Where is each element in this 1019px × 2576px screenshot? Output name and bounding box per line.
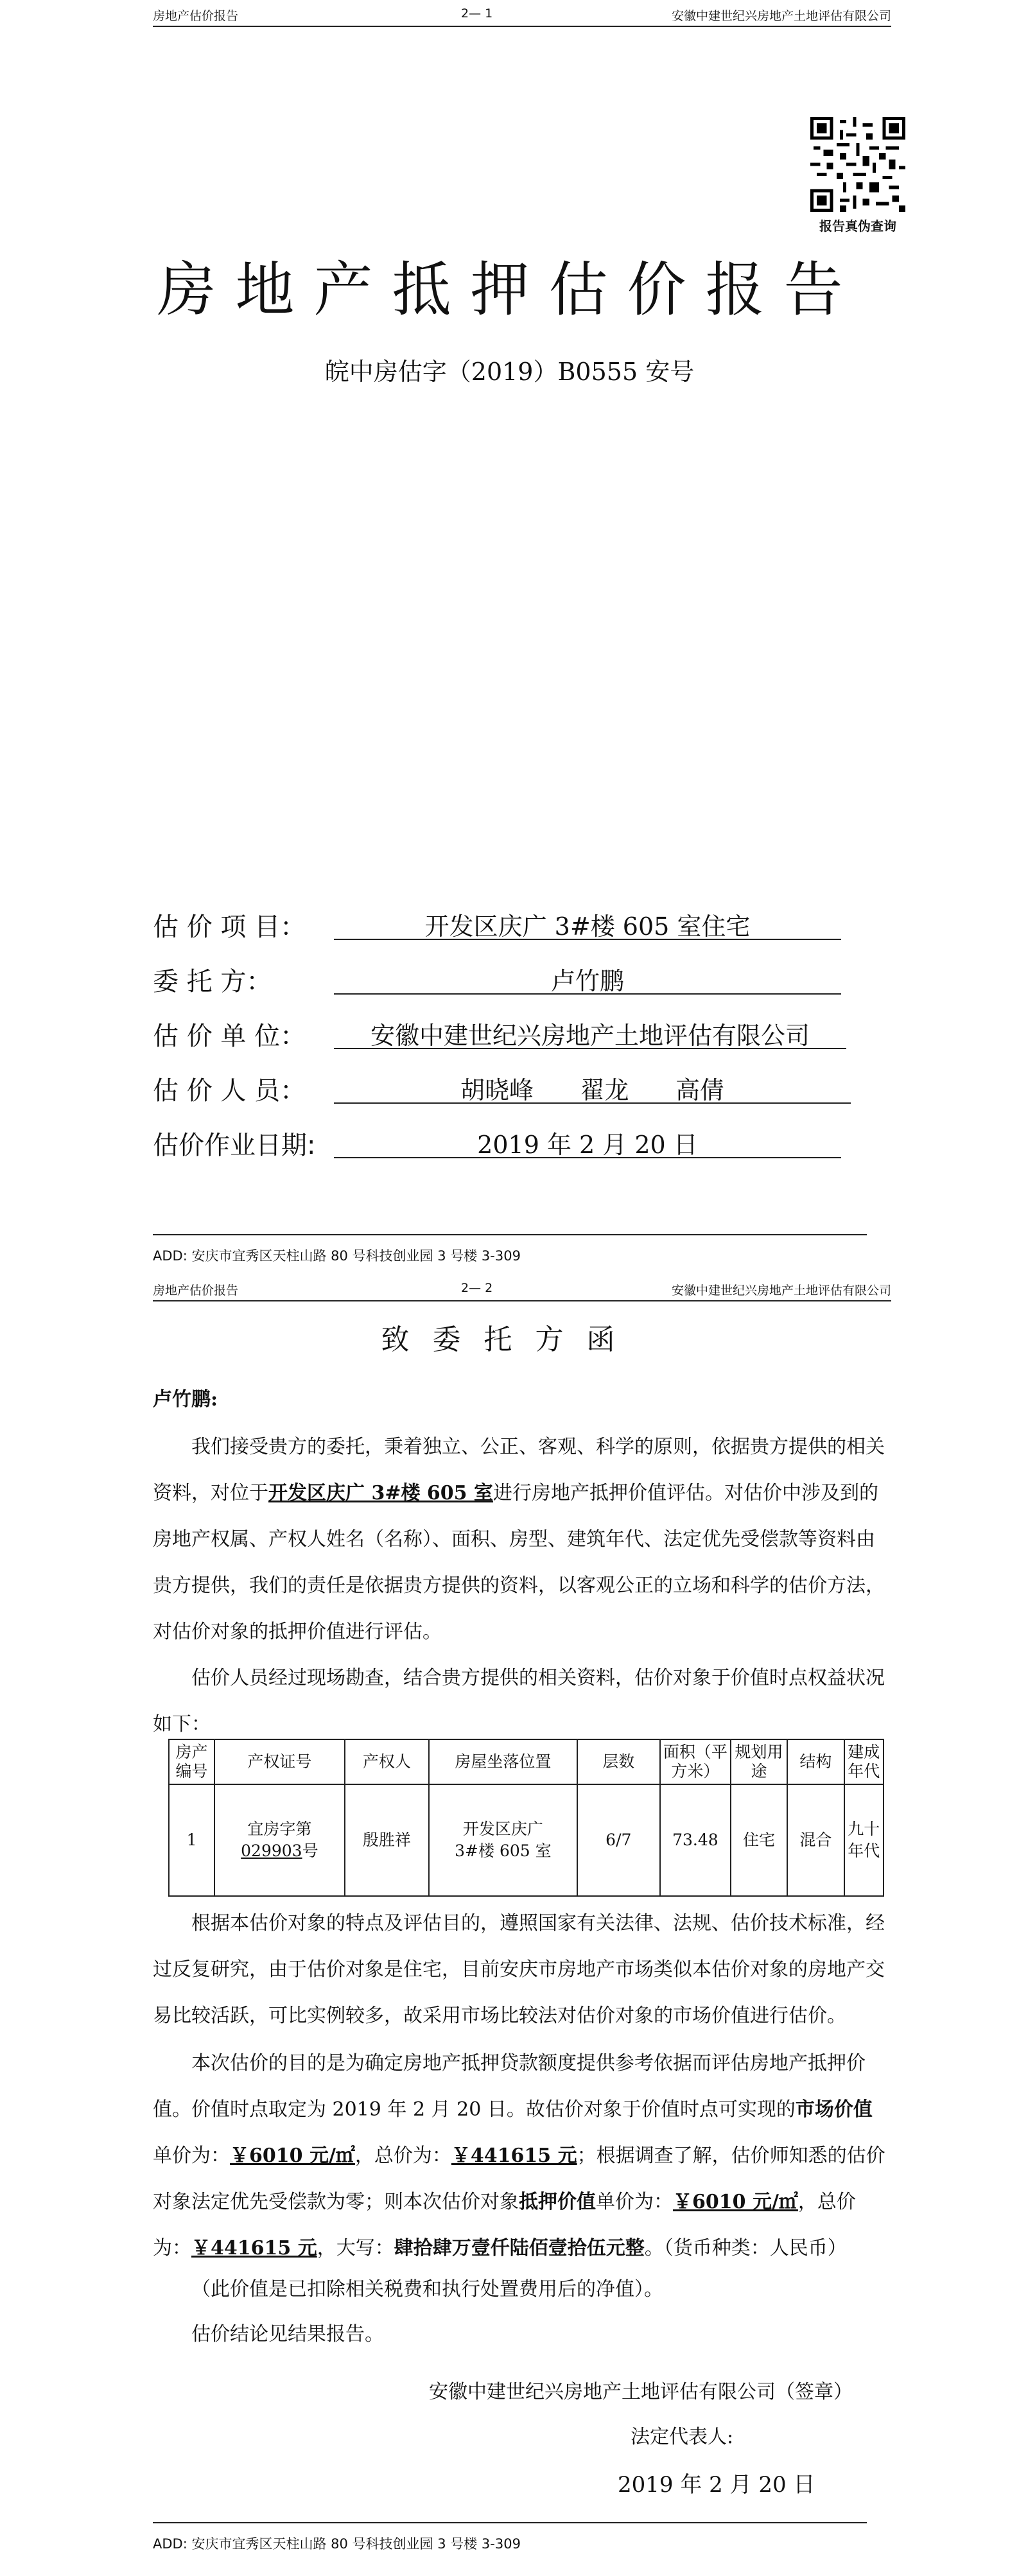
paragraph-conclusion <box>153 2041 890 2272</box>
cell-structure: 混合 <box>787 1784 844 1896</box>
header-company: 安徽中建世纪兴房地产土地评估有限公司 <box>671 9 891 23</box>
qr-code-icon[interactable] <box>810 117 905 212</box>
th-floors: 层数 <box>577 1739 660 1784</box>
field-label: 委 托 方： <box>153 967 272 996</box>
paragraph-net-note: （此价值是已扣除相关税费和执行处置费用后的净值）。 <box>191 2278 663 2301</box>
field-label: 估 价 项 目： <box>153 912 306 942</box>
field-value: 卢竹鹏 <box>334 961 841 995</box>
text: ；根据调查了解，估价师知悉的估价对象法定优先受偿款为零；则本次估价对象 <box>153 2145 885 2213</box>
field-label: 估 价 人 员： <box>153 1076 306 1106</box>
cell-owner: 殷胜祥 <box>345 1784 429 1896</box>
market-value-label: 市场价值 <box>795 2098 873 2121</box>
cert-number: 029903 <box>241 1841 302 1860</box>
signature-representative: 法定代表人: <box>631 2426 734 2448</box>
page-header <box>153 1281 891 1301</box>
th-area: 面积（平方米） <box>660 1739 731 1784</box>
header-left: 房地产估价报告 <box>153 9 239 23</box>
letter-title: 致委托方函 <box>381 1323 638 1356</box>
header-page-number: 2— 2 <box>461 1281 493 1295</box>
page-footer-address: ADD: 安庆市宜秀区天柱山路 80 号科技创业园 3 号楼 3-309 <box>153 2536 521 2552</box>
page-header <box>153 6 891 27</box>
th-year: 建成年代 <box>844 1739 884 1784</box>
text: 本次估价的目的是为确定房地产抵押贷款额度提供参考依据而评估房地产抵押价值。价值时点取定为 2019 年 2 月 20 日。故估价对象于价值时点可实现的 <box>153 2052 866 2121</box>
text: 宜房字第 <box>247 1820 312 1838</box>
footer-divider <box>153 2522 867 2523</box>
market-unit-price: ￥6010 元/㎡ <box>230 2145 355 2167</box>
cell-no: 1 <box>169 1784 214 1896</box>
property-table <box>168 1739 884 1897</box>
mortgage-unit-price: ￥6010 元/㎡ <box>673 2191 798 2213</box>
text: 开发区庆广 <box>462 1820 543 1838</box>
report-title: 房地产抵押估价报告 <box>157 256 862 324</box>
field-value: 安徽中建世纪兴房地产土地评估有限公司 <box>334 1016 846 1049</box>
text: 号 <box>302 1841 318 1860</box>
text: 。（货币种类：人民币） <box>644 2237 847 2259</box>
field-value: 胡晓峰 翟龙 高倩 <box>334 1070 851 1104</box>
th-owner: 产权人 <box>345 1739 429 1784</box>
salutation: 卢竹鹏: <box>153 1388 218 1411</box>
cell-year: 九十年代 <box>844 1784 884 1896</box>
amount-in-words: 肆拾肆万壹仟陆佰壹拾伍元整 <box>394 2237 645 2259</box>
market-total-price: ￥441615 元 <box>451 2145 577 2167</box>
mortgage-total-price: ￥441615 元 <box>191 2237 317 2259</box>
cell-use: 住宅 <box>731 1784 787 1896</box>
mortgage-value-label: 抵押价值 <box>519 2191 596 2213</box>
property-address: 开发区庆广 3#楼 605 室 <box>268 1482 493 1504</box>
text: 单价为： <box>153 2145 230 2167</box>
header-company: 安徽中建世纪兴房地产土地评估有限公司 <box>671 1284 891 1298</box>
field-label: 估价作业日期: <box>153 1131 316 1160</box>
paragraph-intro <box>153 1424 890 1655</box>
text: 单价为： <box>596 2191 673 2213</box>
cell-floors: 6/7 <box>577 1784 660 1896</box>
paragraph-status: 估价人员经过现场勘查，结合贵方提供的相关资料，估价对象于价值时点权益状况如下： <box>153 1667 885 1736</box>
signature-company: 安徽中建世纪兴房地产土地评估有限公司（签章） <box>429 2381 853 2403</box>
field-label: 估 价 单 位： <box>153 1022 306 1051</box>
text: 3#楼 605 室 <box>455 1841 552 1860</box>
header-page-number: 2— 1 <box>461 6 493 21</box>
cell-area: 73.48 <box>660 1784 731 1896</box>
document-number: 皖中房估字（2019）B0555 安号 <box>324 358 695 386</box>
field-value: 2019 年 2 月 20 日 <box>334 1125 841 1158</box>
text: ，大写： <box>317 2237 394 2259</box>
qr-caption: 报告真伪查询 <box>819 218 896 234</box>
table-header-row <box>169 1739 884 1784</box>
text: 进行房地产抵押价值评估。对估价中涉及到的房地产权属、产权人姓名（名称）、面积、房型、建筑年代、法定优先受偿款等资料由贵方提供，我们的责任是依据贵方提供的资料，以客观公正的立场和科学的估价方法，对估价对象的抵押价值进行评估。 <box>153 1482 885 1643</box>
header-left: 房地产估价报告 <box>153 1284 239 1298</box>
table-row <box>169 1784 884 1896</box>
th-location: 房屋坐落位置 <box>429 1739 577 1784</box>
paragraph-method: 根据本估价对象的特点及评估目的，遵照国家有关法律、法规、估价技术标准，经过反复研究，由于估价对象是住宅，目前安庆市房地产市场类似本估价对象的房地产交易比较活跃，可比实例较多，故采用市场比较法对估价对象的市场价值进行估价。 <box>153 1912 885 2027</box>
text: ，总价为： <box>354 2145 451 2167</box>
text: 我们接受贵方的委托，秉着独立、公正、客观、科学的原则，依据贵方提供的相关资料，对位于 <box>153 1436 885 1504</box>
cell-cert <box>214 1784 345 1896</box>
th-cert: 产权证号 <box>214 1739 345 1784</box>
th-use: 规划用途 <box>731 1739 787 1784</box>
page-footer-address: ADD: 安庆市宜秀区天柱山路 80 号科技创业园 3 号楼 3-309 <box>153 1248 521 1264</box>
th-structure: 结构 <box>787 1739 844 1784</box>
signature-date: 2019 年 2 月 20 日 <box>618 2472 815 2498</box>
th-no: 房产编号 <box>169 1739 214 1784</box>
field-value: 开发区庆广 3#楼 605 室住宅 <box>334 907 841 940</box>
text: ，总价为： <box>153 2191 856 2259</box>
footer-divider <box>153 1234 867 1235</box>
paragraph-see-report: 估价结论见结果报告。 <box>191 2323 384 2345</box>
cell-location <box>429 1784 577 1896</box>
